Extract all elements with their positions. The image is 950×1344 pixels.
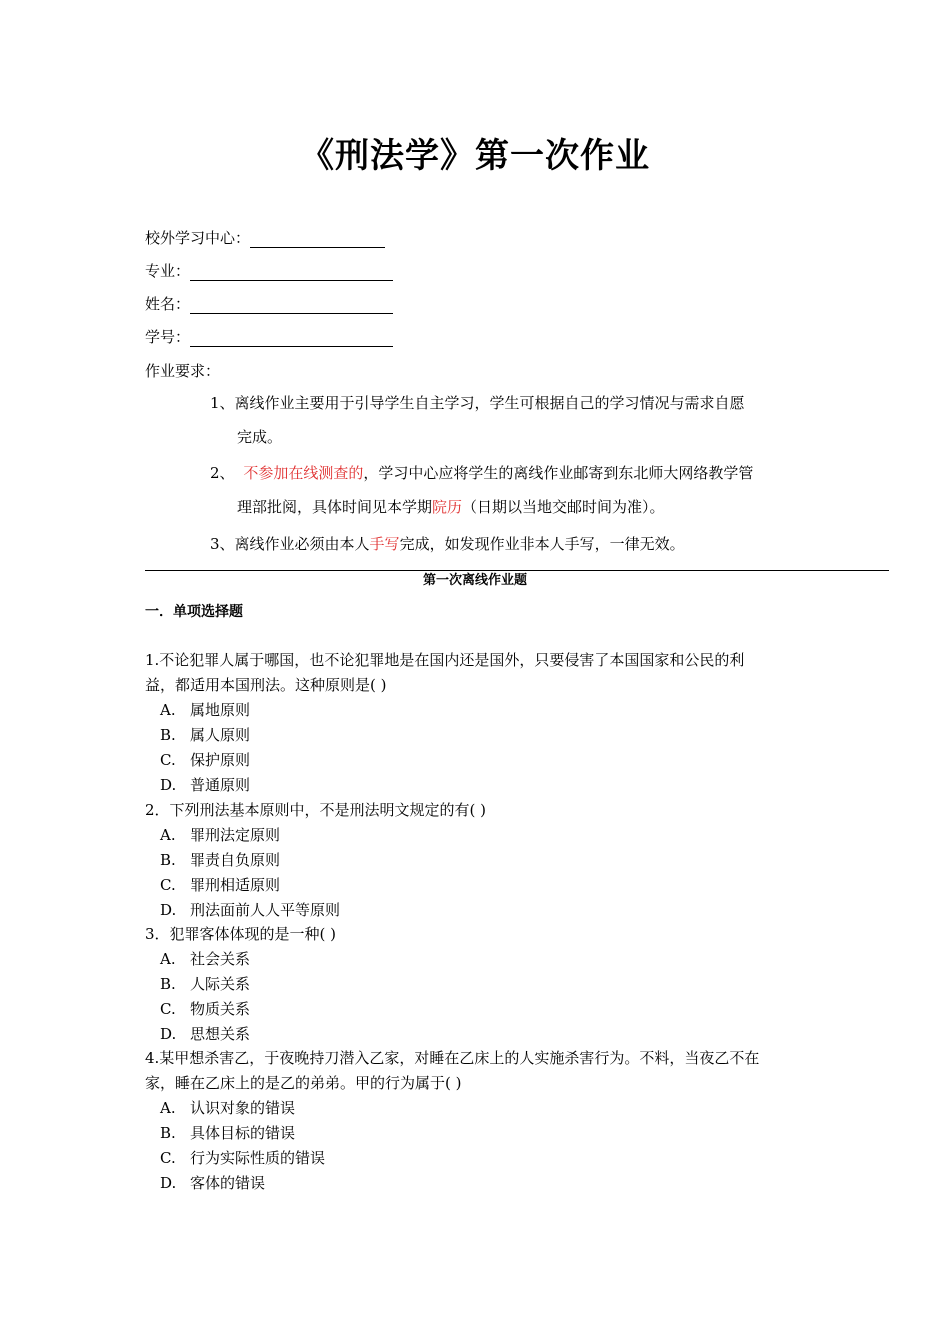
requirement-3 (210, 527, 820, 561)
blank-line (250, 230, 385, 248)
part-title: 一．单项选择题 (145, 604, 243, 620)
option-text: 普通原则 (190, 776, 251, 794)
req-text: ，学习中心应将学生的离线作业邮寄到东北师大网络教学管 (363, 464, 754, 482)
option-letter: A. (160, 1099, 176, 1117)
blank-line (190, 296, 393, 314)
option-text: 保护原则 (190, 751, 251, 769)
option (160, 1096, 295, 1121)
blank-line (190, 263, 393, 281)
option (160, 972, 250, 997)
option (160, 773, 250, 798)
field-label: 专业： (145, 262, 191, 280)
option (160, 997, 250, 1022)
option-text: 刑法面前人人平等原则 (190, 901, 341, 919)
option-letter: B. (160, 975, 176, 993)
req-number: 2、 (210, 464, 235, 482)
question-text: 1.不论犯罪人属于哪国，也不论犯罪地是在国内还是国外，只要侵害了本国国家和公民的利 (145, 651, 745, 669)
req-text: 理部批阅，具体时间见本学期 (237, 498, 433, 516)
option (160, 873, 280, 898)
option (160, 1022, 250, 1047)
major-field (145, 261, 393, 281)
question-3 (145, 922, 810, 947)
option-text: 认识对象的错误 (190, 1099, 296, 1117)
option (160, 698, 250, 723)
option-letter: A. (160, 701, 176, 719)
option-text: 罪刑法定原则 (190, 826, 281, 844)
student-id-field (145, 327, 393, 347)
option (160, 947, 250, 972)
option (160, 898, 340, 923)
question-text: 2．下列刑法基本原则中，不是刑法明文规定的有( ) (145, 801, 487, 819)
field-label: 姓名： (145, 295, 191, 313)
req-text-cont: 完成。 (237, 428, 283, 446)
option-letter: C. (160, 1000, 176, 1018)
option-text: 客体的错误 (190, 1174, 266, 1192)
question-text: 家，睡在乙床上的是乙的弟弟。甲的行为属于( ) (145, 1074, 462, 1092)
option-letter: D. (160, 776, 177, 794)
req-text-cont (210, 490, 820, 524)
option-text: 属地原则 (190, 701, 251, 719)
name-field (145, 294, 393, 314)
section-title: 第一次离线作业题 (422, 573, 527, 588)
question-4 (145, 1046, 810, 1096)
option (160, 848, 280, 873)
option (160, 1171, 265, 1196)
req-text: 1、离线作业主要用于引导学生自主学习，学生可根据自己的学习情况与需求自愿 (210, 394, 745, 412)
req-highlight: 不参加在线测查的 (243, 464, 364, 482)
option-letter: D. (160, 901, 177, 919)
req-highlight: 手写 (369, 535, 400, 553)
option-text: 思想关系 (190, 1025, 251, 1043)
option-letter: B. (160, 726, 176, 744)
question-1 (145, 648, 810, 698)
study-center-field (145, 228, 385, 248)
requirements-heading: 作业要求： (145, 362, 221, 380)
option-text: 社会关系 (190, 950, 251, 968)
question-text: 益，都适用本国刑法。这种原则是( ) (145, 676, 387, 694)
option-letter: B. (160, 851, 176, 869)
req-highlight: 院历 (432, 498, 463, 516)
option (160, 1146, 325, 1171)
option-text: 行为实际性质的错误 (190, 1149, 326, 1167)
requirement-2 (210, 456, 820, 524)
req-text: （日期以当地交邮时间为准）。 (462, 498, 665, 516)
blank-line (190, 329, 393, 347)
question-text: 4.某甲想杀害乙，于夜晚持刀潜入乙家，对睡在乙床上的人实施杀害行为。不料，当夜乙不在 (145, 1049, 760, 1067)
requirement-1 (210, 386, 820, 454)
option-letter: C. (160, 1149, 176, 1167)
option-letter: B. (160, 1124, 176, 1142)
option-letter: C. (160, 876, 176, 894)
option-text: 属人原则 (190, 726, 251, 744)
option (160, 823, 280, 848)
field-label: 学号： (145, 328, 191, 346)
option-text: 物质关系 (190, 1000, 251, 1018)
option (160, 1121, 295, 1146)
option (160, 723, 250, 748)
option-text: 罪责自负原则 (190, 851, 281, 869)
option-letter: A. (160, 826, 176, 844)
option-letter: A. (160, 950, 176, 968)
field-label: 校外学习中心： (145, 229, 251, 247)
option-text: 罪刑相适原则 (190, 876, 281, 894)
req-text: 完成，如发现作业非本人手写，一律无效。 (399, 535, 685, 553)
option-text: 具体目标的错误 (190, 1124, 296, 1142)
page-title: 《刑法学》第一次作业 (300, 136, 650, 176)
req-text: 3、离线作业必须由本人 (210, 535, 370, 553)
question-2 (145, 798, 810, 823)
option-letter: C. (160, 751, 176, 769)
option (160, 748, 250, 773)
option-text: 人际关系 (190, 975, 251, 993)
option-letter: D. (160, 1174, 177, 1192)
question-text: 3．犯罪客体体现的是一种( ) (145, 925, 337, 943)
option-letter: D. (160, 1025, 177, 1043)
